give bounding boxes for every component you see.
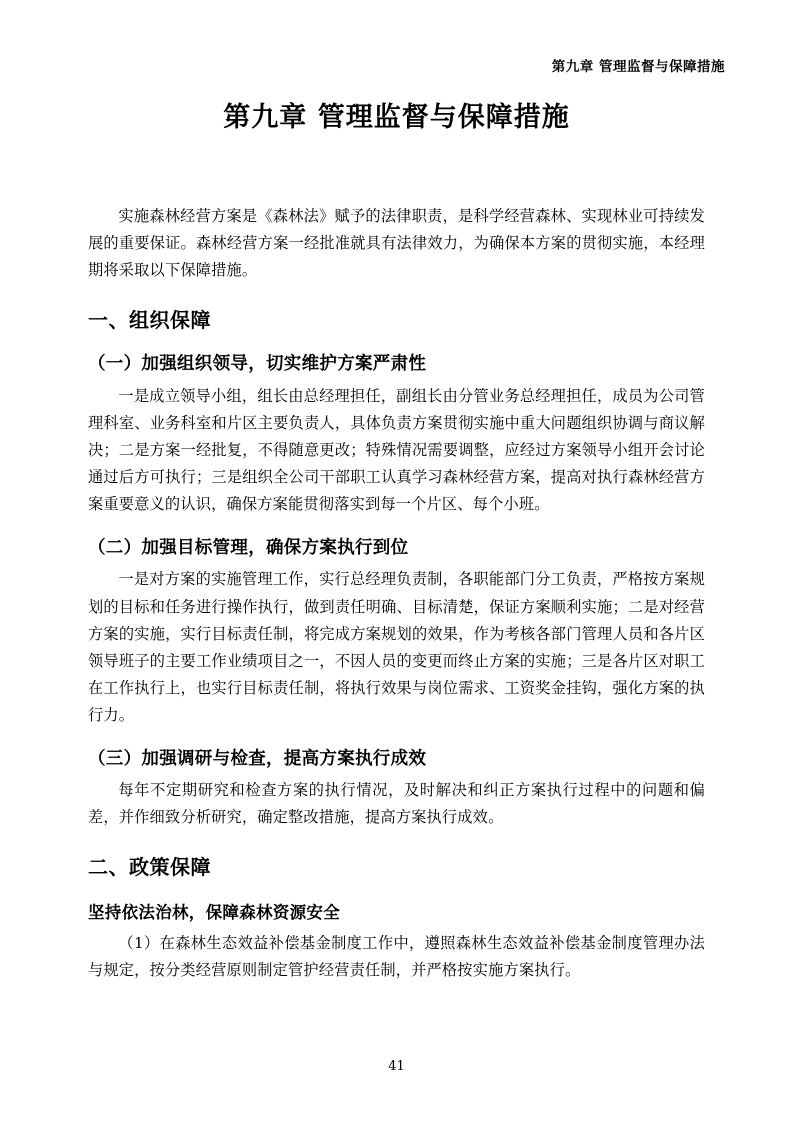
- paragraph: （1）在森林生态效益补偿基金制度工作中，遵照森林生态效益补偿基金制度管理办法与规定，按分类经营原则制定管护经营责任制，并严格按实施方案执行。: [88, 934, 705, 980]
- sub-heading-2-1: 坚持依法治林，保障森林资源安全: [88, 903, 340, 923]
- paragraph: 一是对方案的实施管理工作，实行总经理负责制，各职能部门分工负责，严格按方案规划的目标和任务进行操作执行，做到责任明确、目标清楚，保证方案顺利实施；二是对经营方案的实施，实行目标责任制，将完成方案规划的效果，作为考核各部门管理人员和各片区领导班子的主要工作业绩项目之一，不因人员的变更而终止方案的实施；三是各片区对职工在工作执行上，也实行目标责任制，将执行效果与岗位需求、工资奖金挂钩，强化方案的执行力。: [88, 570, 705, 724]
- paragraph: 一是成立领导小组，组长由总经理担任，副组长由分管业务总经理担任，成员为公司管理科室、业务科室和片区主要负责人，具体负责方案贯彻实施中重大问题组织协调与商议解决；二是方案一经批复，不得随意更改；特殊情况需要调整，应经过方案领导小组开会讨论通过后方可执行；三是组织全公司干部职工认真学习森林经营方案，提高对执行森林经营方案重要意义的认识，确保方案能贯彻落实到每一个片区、每个小班。: [88, 386, 705, 513]
- paragraph-block-1-3: [88, 777, 705, 831]
- title-spacer: [88, 135, 705, 203]
- paragraph: 每年不定期研究和检查方案的执行情况，及时解决和纠正方案执行过程中的问题和偏差，并作细致分析研究，确定整改措施，提高方案执行成效。: [88, 781, 705, 827]
- subsection-heading-1-3: （三）加强调研与检查，提高方案执行成效: [88, 748, 427, 769]
- page-number: 41: [388, 1059, 405, 1074]
- page-content: [88, 100, 705, 985]
- running-header: 第九章 管理监督与保障措施: [551, 59, 725, 75]
- paragraph-block-2-1: [88, 930, 705, 984]
- page-title: 第九章 管理监督与保障措施: [223, 102, 570, 133]
- section-heading-2: 二、政策保障: [88, 855, 211, 880]
- subsection-heading-1-2: （二）加强目标管理，确保方案执行到位: [88, 537, 409, 558]
- paragraph-block-1-1: [88, 383, 705, 518]
- subsection-heading-1-1: （一）加强组织领导，切实维护方案严肃性: [88, 354, 427, 375]
- section-heading-1: 一、组织保障: [88, 308, 211, 333]
- intro-paragraph: 实施森林经营方案是《森林法》赋予的法律职责，是科学经营森林、实现林业可持续发展的重要保证。森林经营方案一经批准就具有法律效力，为确保本方案的贯彻实施，本经理期将采取以下保障措施。: [88, 207, 705, 280]
- paragraph-block-1-2: [88, 566, 705, 728]
